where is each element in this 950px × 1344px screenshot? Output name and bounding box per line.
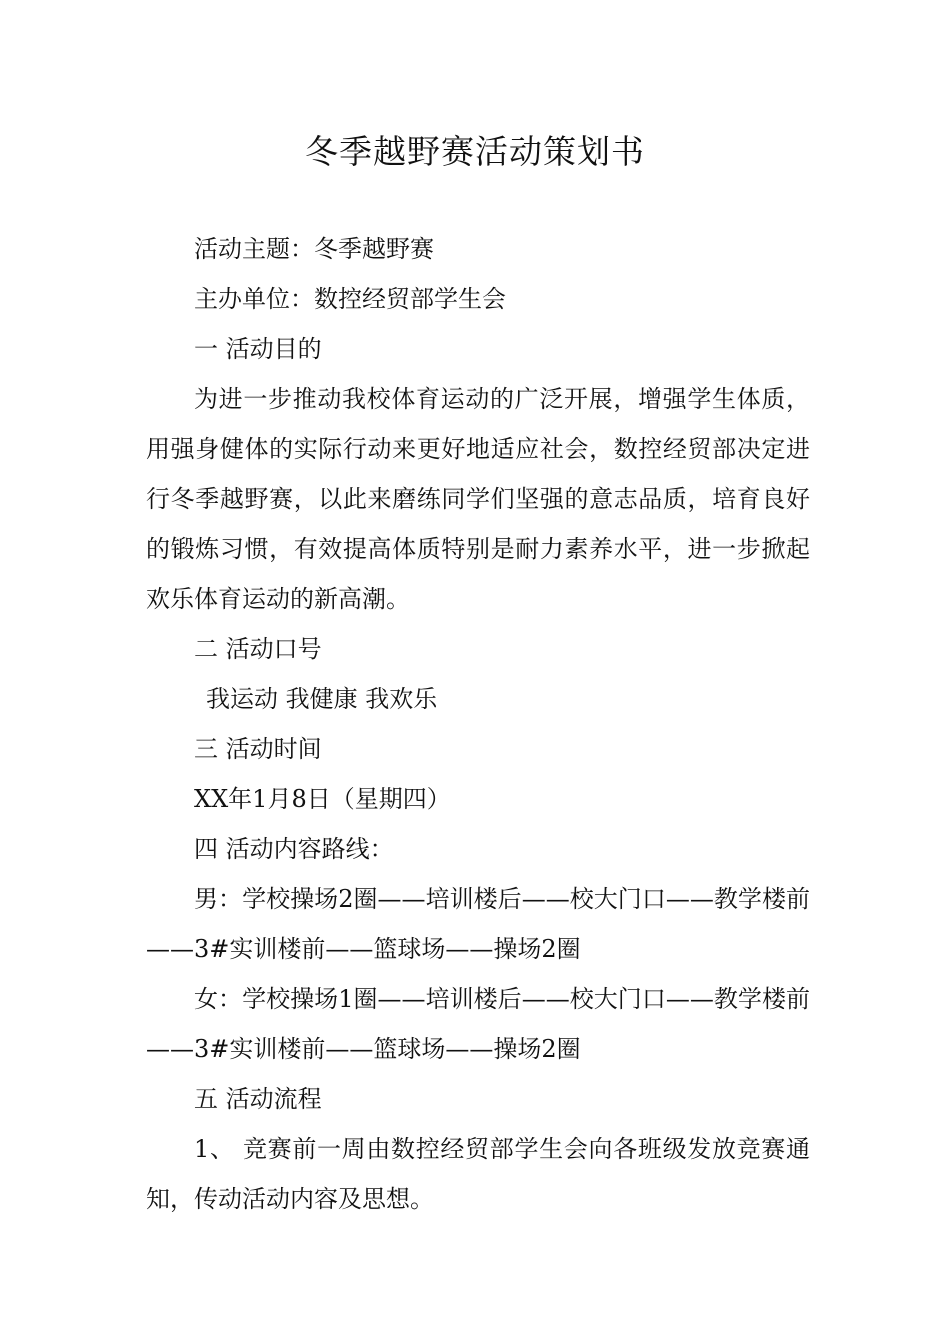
paragraph-route-men: 男：学校操场2圈——培训楼后——校大门口——教学楼前——3#实训楼前——篮球场——操场2圈	[146, 885, 810, 963]
section-heading-route: 四 活动内容路线：	[194, 835, 394, 863]
section-heading-slogan: 二 活动口号	[194, 635, 322, 663]
paragraph-route-women: 女：学校操场1圈——培训楼后——校大门口——教学楼前——3#实训楼前——篮球场——操场2圈	[146, 985, 810, 1063]
paragraph-organizer: 主办单位：数控经贸部学生会	[194, 285, 506, 313]
paragraph-process-step-1: 1、 竞赛前一周由数控经贸部学生会向各班级发放竞赛通知，传动活动内容及思想。	[146, 1135, 810, 1213]
section-heading-process: 五 活动流程	[194, 1085, 322, 1113]
section-heading-time: 三 活动时间	[194, 735, 322, 763]
document-title: 冬季越野赛活动策划书	[305, 132, 645, 171]
paragraph-theme: 活动主题：冬季越野赛	[194, 235, 434, 263]
paragraph-time: XX年1月8日（星期四）	[194, 785, 451, 813]
document-body	[146, 224, 810, 1224]
section-heading-purpose: 一 活动目的	[194, 335, 322, 363]
paragraph-purpose: 为进一步推动我校体育运动的广泛开展，增强学生体质，用强身健体的实际行动来更好地适应社会，数控经贸部决定进行冬季越野赛，以此来磨练同学们坚强的意志品质，培育良好的锻炼习惯，有效提高体质特别是耐力素养水平，进一步掀起欢乐体育运动的新高潮。	[146, 385, 810, 613]
paragraph-slogan: 我运动 我健康 我欢乐	[206, 685, 438, 713]
